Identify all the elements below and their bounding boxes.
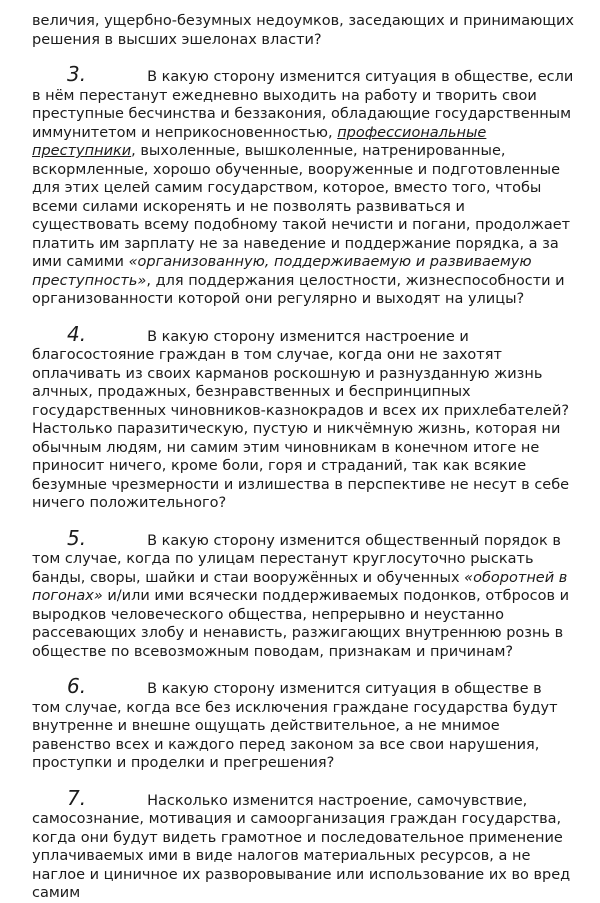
text-run: профессиональные преступники	[32, 124, 487, 159]
intro-paragraph	[32, 12, 574, 49]
text-run: Насколько изменится настроение, самочувствие, самосознание, мотивация и самоорганизация граждан государства, когда они будут видеть грамотное и последовательное применение уплачиваемых ими в виде налогов материальных ресурсов, а не наглое и циничное их разворовывание или использование их во вред самим	[32, 792, 571, 901]
text-run: «оборотней в погонах»	[32, 569, 568, 604]
text-run: , выхоленные, вышколенные, натренированные, вскормленные, хорошо обученные, вооруженные и подготовленные для этих целей самим государством, которое, вместо того, чтобы всеми силами искоренять и не позволять развиваться и существовать всему подобному такой нечисти и погани, продолжает платить им зарплату не за наведение и поддержание порядка, а за ими самими	[32, 143, 571, 270]
text-run: , для поддержания целостности, жизнеспособности и организованности которой они регулярно и выходят на улицы?	[32, 272, 565, 307]
text-run: и/или ими всячески поддерживаемых подонков, отбросов и выродков человеческого общества, непрерывно и неустанно рассевающих злобу и ненависть, разжигающих внутреннюю рознь в обществе по всевозможным поводам, признакам и причинам?	[32, 588, 570, 660]
question-paragraph	[32, 525, 574, 662]
question-number: 7.	[67, 785, 87, 810]
question-paragraph	[32, 321, 574, 513]
text-run: В какую сторону изменится настроение и благосостояние граждан в том случае, когда они не захотят оплачивать из своих карманов роскошную и разнузданную жизнь алчных, продажных, безнравственных и беспринципных государственных чиновников-казнокрадов и всех их прихлебателей? Настолько паразитическую, пустую и никчёмную жизнь, которая ни обычным людям, ни самим этим чиновникам в конечном итоге не приносит ничего, кроме боли, горя и страданий, так как всякие безумные чрезмерности и излишества в перспективе не несут в себе ничего положительного?	[32, 328, 570, 511]
question-number: 6.	[67, 674, 87, 698]
question-paragraph	[32, 785, 574, 903]
question-number: 4.	[67, 321, 87, 346]
question-number: 3.	[67, 62, 87, 86]
text-run: В какую сторону изменится общественный порядок в том случае, когда по улицам перестанут круглосуточно рыскать банды, своры, шайки и стаи вооружённых и обученных	[32, 532, 561, 586]
text-run: В какую сторону изменится ситуация в обществе в том случае, когда все без исключения граждане государства будут внутренне и внешне ощущать действительное, а не мнимое равенство всех и каждого перед законом за все свои нарушения, проступки и проделки и прегрешения?	[32, 681, 558, 771]
question-paragraph	[32, 674, 574, 773]
question-paragraph	[32, 62, 574, 309]
text-run: «организованную, поддерживаемую и развиваемую преступность»	[32, 254, 532, 289]
text-run: В какую сторону изменится ситуация в обществе, если в нём перестанут ежедневно выходить на работу и творить свои преступные бесчинства и беззакония, обладающие государственным иммунитетом и неприкосновенностью,	[32, 69, 574, 141]
question-number: 5.	[67, 525, 87, 550]
document-body	[32, 12, 574, 903]
text-run: величия, ущербно-безумных недоумков, заседающих и принимающих решения в высших эшелонах власти?	[32, 13, 575, 48]
